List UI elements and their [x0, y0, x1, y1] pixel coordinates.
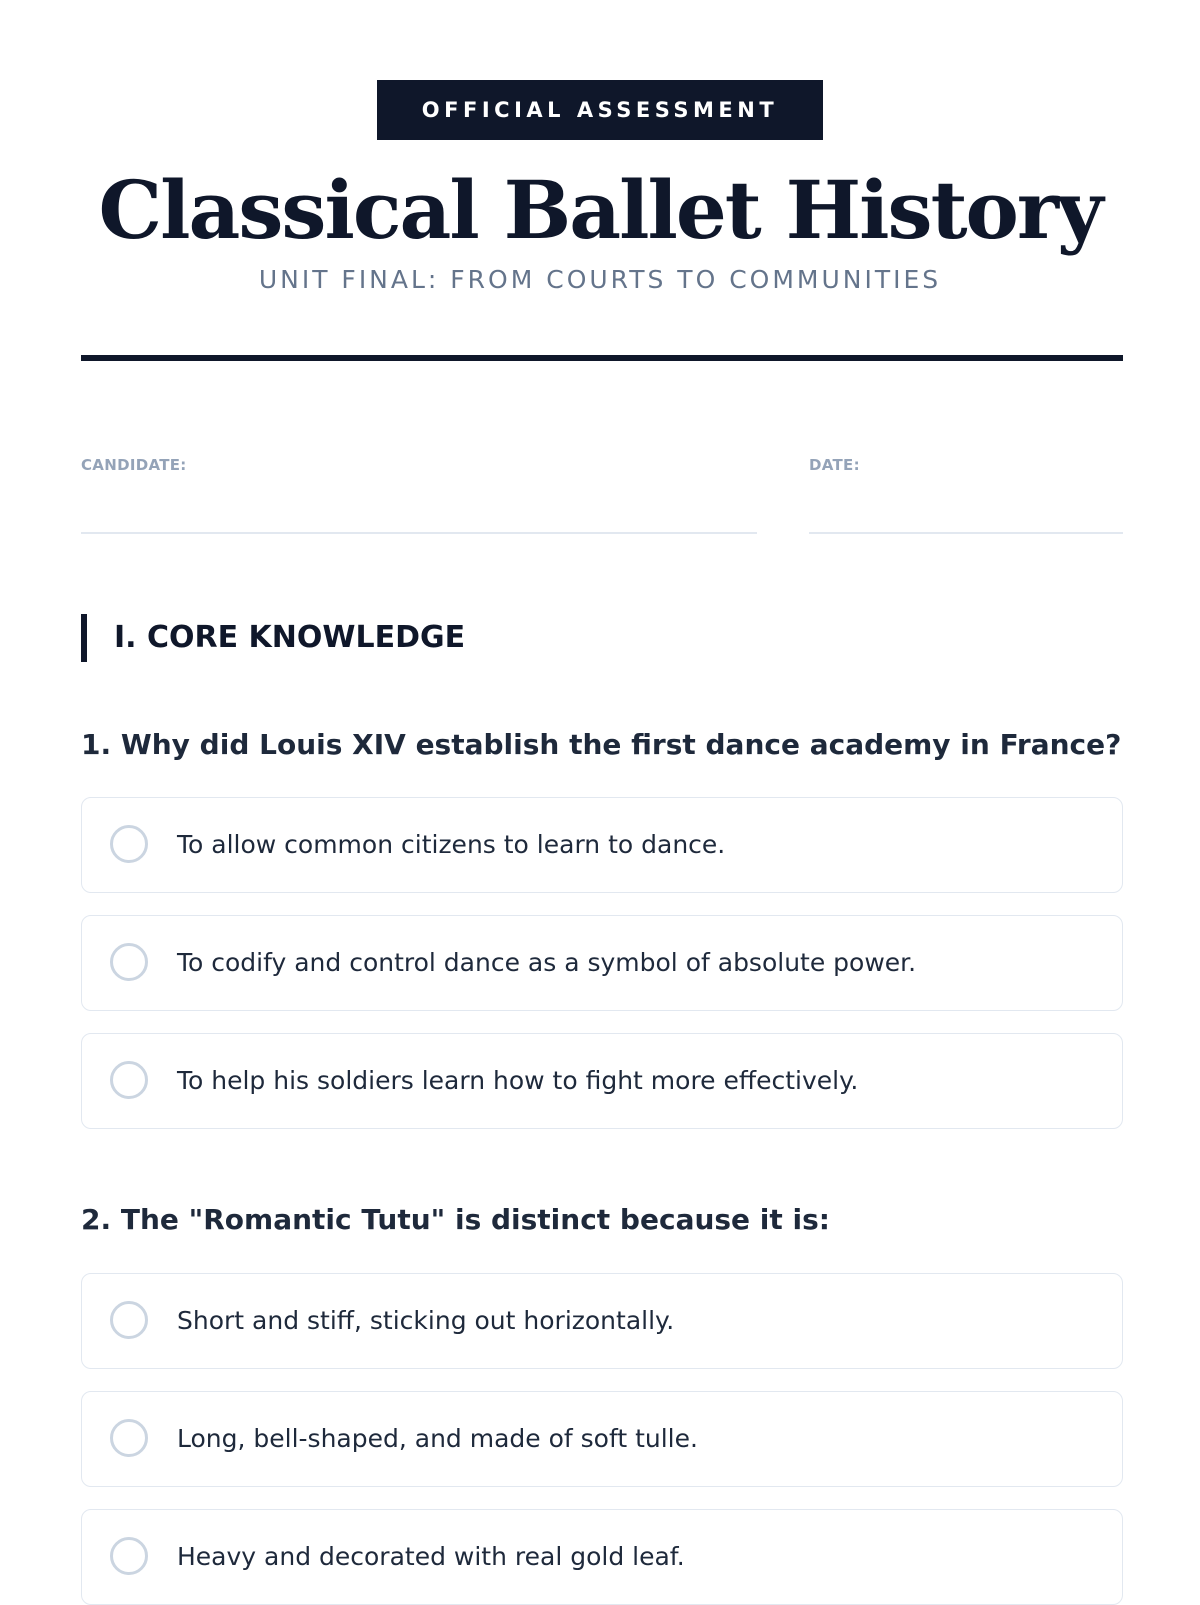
date-label: DATE:: [809, 456, 860, 474]
option-label: Short and stiff, sticking out horizontally.: [177, 1306, 675, 1335]
question-1-option-c[interactable]: [81, 1033, 1123, 1129]
question-2-prompt: 2. The "Romantic Tutu" is distinct because it is:: [81, 1203, 830, 1236]
radio-button[interactable]: [110, 943, 148, 981]
radio-button[interactable]: [110, 1419, 148, 1457]
option-label: Heavy and decorated with real gold leaf.: [177, 1542, 685, 1571]
option-label: Long, bell-shaped, and made of soft tulle.: [177, 1424, 698, 1453]
page-subtitle: UNIT FINAL: FROM COURTS TO COMMUNITIES: [258, 265, 942, 294]
question-2-option-c[interactable]: [81, 1509, 1123, 1605]
candidate-field[interactable]: [81, 532, 757, 534]
option-label: To allow common citizens to learn to dance.: [177, 830, 726, 859]
option-label: To help his soldiers learn how to fight more effectively.: [177, 1066, 859, 1095]
radio-button[interactable]: [110, 1061, 148, 1099]
header-divider: [81, 355, 1123, 361]
candidate-label: CANDIDATE:: [81, 456, 187, 474]
question-2-option-a[interactable]: [81, 1273, 1123, 1369]
option-label: To codify and control dance as a symbol of absolute power.: [177, 948, 917, 977]
question-1-prompt: 1. Why did Louis XIV establish the first dance academy in France?: [81, 728, 1122, 761]
question-1-option-b[interactable]: [81, 915, 1123, 1011]
question-1-option-a[interactable]: [81, 797, 1123, 893]
badge-wrapper: [0, 80, 1200, 140]
page-title: Classical Ballet History: [98, 163, 1102, 257]
question-2-option-b[interactable]: [81, 1391, 1123, 1487]
radio-button[interactable]: [110, 1301, 148, 1339]
date-field[interactable]: [809, 532, 1123, 534]
official-badge: OFFICIAL ASSESSMENT: [377, 80, 823, 140]
radio-button[interactable]: [110, 825, 148, 863]
radio-button[interactable]: [110, 1537, 148, 1575]
section-title: I. CORE KNOWLEDGE: [81, 614, 465, 662]
